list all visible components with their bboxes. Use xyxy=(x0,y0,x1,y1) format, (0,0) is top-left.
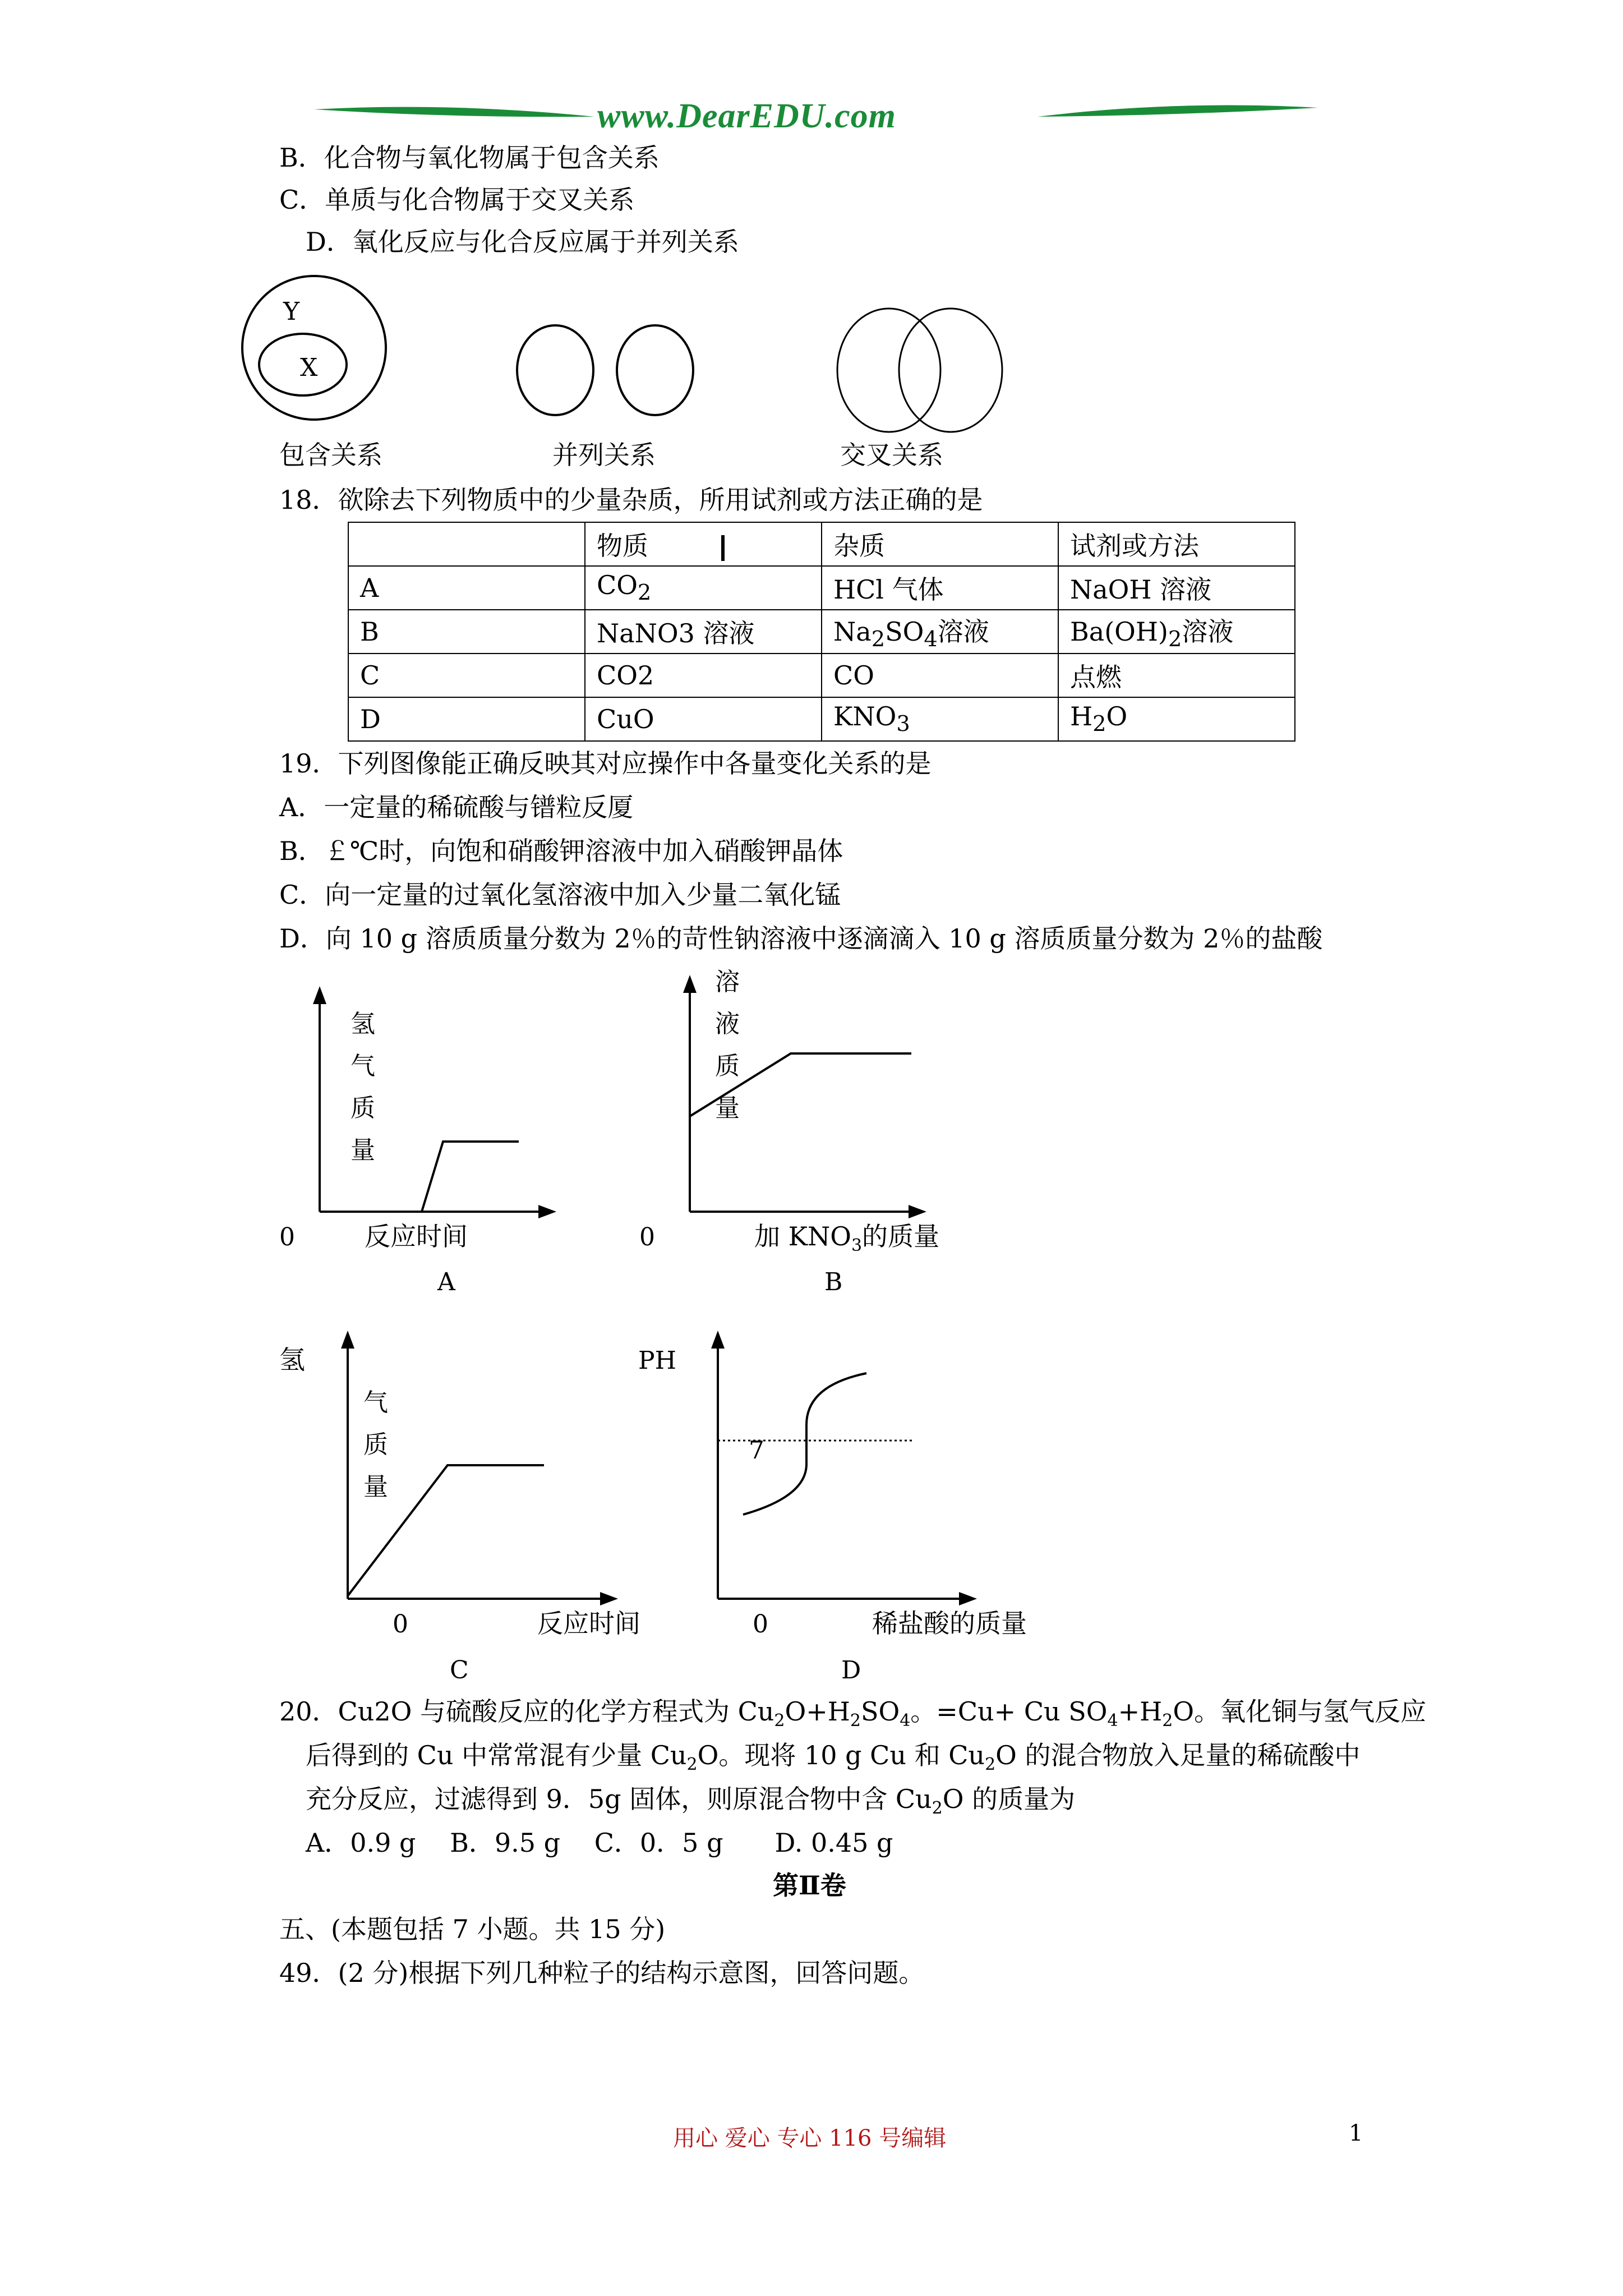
table-row xyxy=(348,566,1295,610)
q18-table xyxy=(348,522,1295,742)
ylabel-char: 量 xyxy=(715,1094,740,1122)
q17-option-b: B．化合物与氧化物属于包含关系 xyxy=(279,142,660,173)
row-substance: CO2 xyxy=(585,654,822,697)
cross-circle-left xyxy=(837,309,940,432)
table-header-cell xyxy=(348,522,585,566)
caption: C xyxy=(450,1656,469,1685)
table-row xyxy=(348,610,1295,654)
row-substance: CuO xyxy=(585,697,822,741)
ylabel-char: 质 xyxy=(363,1430,388,1459)
y-arrow xyxy=(313,986,326,1004)
q19-option-d: D．向 10 g 溶质质量分数为 2％的苛性钠溶液中逐滴滴入 10 g 溶质质量分数为 2％的盐酸 xyxy=(279,923,1323,954)
row-method: $Ba(OH)_2$溶液 xyxy=(1058,610,1295,654)
q19-option-b: B．￡℃时，向饱和硝酸钾溶液中加入硝酸钾晶体 xyxy=(279,836,843,866)
row-impurity: HCl 气体 xyxy=(822,566,1058,610)
origin-label: 0 xyxy=(393,1610,408,1639)
ylabel-char: 量 xyxy=(351,1136,375,1165)
parallel-circle-left xyxy=(517,325,593,415)
row-method: $H_2O$ xyxy=(1058,697,1295,741)
ylabel-char: 气 xyxy=(351,1052,375,1080)
containment-outer-circle xyxy=(242,276,386,420)
cursor-mark xyxy=(721,535,725,561)
row-impurity: $KNO_3$ xyxy=(822,697,1058,741)
containment-y-label: Y xyxy=(283,297,300,326)
q17-option-d: D．氧化反应与化合反应属于并列关系 xyxy=(306,227,739,257)
q19-stem: 19．下列图像能正确反映其对应操作中各量变化关系的是 xyxy=(279,748,932,779)
origin-label: 0 xyxy=(279,1223,295,1251)
page-number: 1 xyxy=(1349,2120,1363,2146)
ylabel-char: 气 xyxy=(363,1388,388,1417)
caption: B xyxy=(824,1268,843,1296)
row-method: NaOH 溶液 xyxy=(1058,566,1295,610)
x-arrow xyxy=(909,1205,926,1218)
ylabel-char: 氢 xyxy=(279,1345,305,1375)
xlabel: 加 $KNO_3$的质量 xyxy=(754,1221,940,1255)
q20-options: A．0.9 g B．9.5 g C．0．5 g D. 0.45 g xyxy=(306,1828,893,1858)
caption-include: 包含关系 xyxy=(279,440,382,470)
graph-a xyxy=(269,954,583,1313)
caption-cross: 交叉关系 xyxy=(840,440,943,470)
header-swoosh xyxy=(0,0,1623,168)
x-arrow xyxy=(600,1592,618,1605)
origin-label: 0 xyxy=(639,1223,655,1251)
footer-text: 用心 爱心 专心 116 号编辑 xyxy=(673,2125,947,2151)
y-arrow xyxy=(341,1331,354,1349)
table-header-cell: 物质 xyxy=(585,522,822,566)
table-row xyxy=(348,697,1295,741)
row-substance: $CO_2$ xyxy=(585,566,822,610)
xlabel: 反应时间 xyxy=(537,1608,640,1639)
ylabel-char: 氢 xyxy=(351,1010,375,1038)
q20-line1: 20．Cu2O 与硫酸反应的化学方程式为 $Cu_2O+H_2SO_4$。=Cu+ Cu $SO_4+H_2O$。氧化铜与氢气反应 xyxy=(279,1696,1427,1731)
ylabel-char: 溶 xyxy=(715,968,740,996)
row-impurity: $Na_2SO_4$溶液 xyxy=(822,610,1058,654)
q19-option-c: C．向一定量的过氧化氢溶液中加入少量二氧化锰 xyxy=(279,880,841,910)
x-arrow xyxy=(959,1592,977,1605)
origin-label: 0 xyxy=(753,1610,768,1639)
containment-x-label: X xyxy=(300,353,318,382)
row-substance: NaNO3 溶液 xyxy=(585,610,822,654)
q19-option-a: A．一定量的稀硫酸与镨粒反厦 xyxy=(279,792,634,822)
caption-parallel: 并列关系 xyxy=(552,440,656,470)
graph-a-curve xyxy=(422,1142,519,1212)
row-label: A xyxy=(348,566,585,610)
row-impurity: CO xyxy=(822,654,1058,697)
row-label: C xyxy=(348,654,585,697)
part2-section: 五、(本题包括 7 小题。共 15 分) xyxy=(279,1914,666,1944)
ylabel-char: 量 xyxy=(363,1473,388,1501)
parallel-circle-right xyxy=(617,325,693,415)
table-row xyxy=(348,654,1295,697)
row-method: 点燃 xyxy=(1058,654,1295,697)
cross-circle-right xyxy=(899,309,1002,432)
row-label: B xyxy=(348,610,585,654)
caption: A xyxy=(437,1268,455,1296)
part2-title: 第Ⅱ卷 xyxy=(773,1870,846,1901)
graph-d xyxy=(628,1318,1077,1711)
header-site-logo: www.DearEDU.com xyxy=(597,97,896,135)
q17-option-c: C．单质与化合物属于交叉关系 xyxy=(279,185,635,215)
graph-b xyxy=(628,954,965,1313)
graph-c xyxy=(269,1318,662,1711)
caption: D xyxy=(841,1656,861,1685)
q49-stem: 49．(2 分)根据下列几种粒子的结构示意图，回答问题。 xyxy=(279,1958,925,1988)
ylabel-char: 液 xyxy=(715,1010,740,1038)
ylabel: PH xyxy=(638,1346,676,1375)
q20-line3: 充分反应，过滤得到 9．5g 固体，则原混合物中含 $Cu_2O$ 的质量为 xyxy=(306,1784,1076,1819)
q20-line2: 后得到的 Cu 中常常混有少量 $Cu_2O$。现将 10 g Cu 和 $Cu_2O$ 的混合物放入足量的稀硫酸中 xyxy=(306,1740,1361,1775)
ylabel-char: 质 xyxy=(351,1094,375,1122)
row-label: D xyxy=(348,697,585,741)
y-arrow xyxy=(683,975,697,993)
y-arrow xyxy=(711,1331,725,1349)
table-header-cell: 试剂或方法 xyxy=(1058,522,1295,566)
table-header-row xyxy=(348,522,1295,566)
q18-stem: 18．欲除去下列物质中的少量杂质，所用试剂或方法正确的是 xyxy=(279,485,983,515)
table-header-cell: 杂质 xyxy=(822,522,1058,566)
xlabel: 稀盐酸的质量 xyxy=(872,1608,1027,1639)
xlabel: 反应时间 xyxy=(365,1221,468,1251)
x-arrow xyxy=(538,1205,556,1218)
ylabel-char: 质 xyxy=(715,1052,740,1080)
ref-label: 7 xyxy=(749,1436,764,1465)
